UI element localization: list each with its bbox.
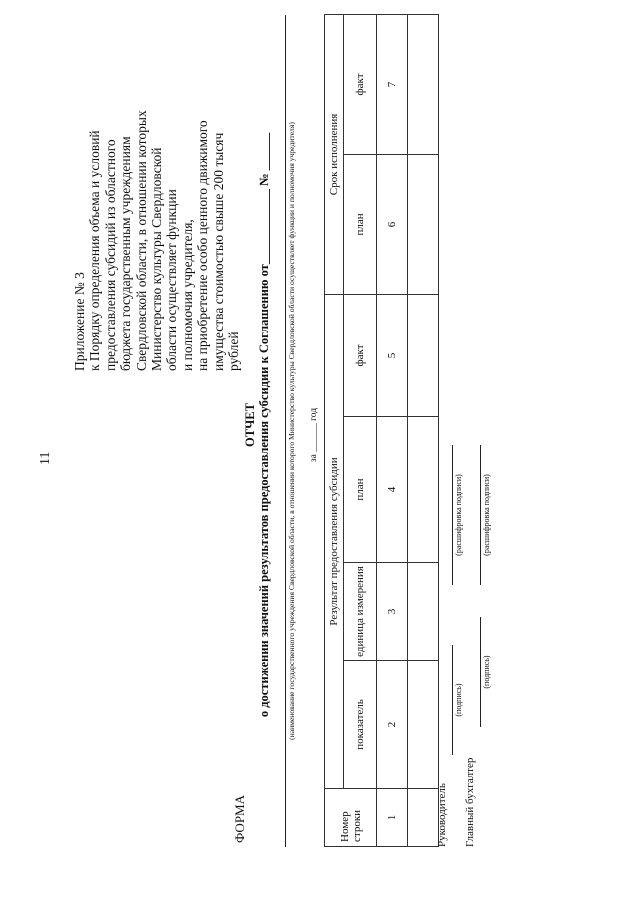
appendix-line: рублей: [226, 331, 242, 371]
table-row: [377, 14, 408, 846]
column-number-cell: 5: [377, 294, 408, 416]
header-unit: единица измерения: [344, 563, 377, 661]
appendix-line: и полномочия учредителя,: [179, 219, 195, 371]
director-decoding-line: [452, 445, 453, 585]
page-number: 11: [38, 451, 53, 465]
column-number-cell: 7: [377, 14, 408, 154]
appendix-line: к Порядку определения объема и условий: [87, 130, 103, 371]
table-cell: [408, 789, 439, 847]
appendix-line: области осуществляет функции: [164, 189, 180, 371]
appendix-heading: [72, 1, 241, 371]
column-number-cell: 3: [377, 563, 408, 661]
header-deadline-fact: факт: [344, 14, 377, 154]
report-title: ОТЧЕТ: [243, 403, 257, 447]
director-decoding-caption: (расшифровка подписи): [454, 474, 463, 556]
accountant-signature-line: [480, 617, 481, 727]
appendix-line: бюджета государственным учреждениям: [118, 136, 134, 371]
appendix-line: на приобретение особо ценного движимого: [195, 120, 211, 371]
appendix-line: предоставления субсидий из областного: [102, 139, 118, 371]
header-result-plan: план: [344, 417, 377, 563]
form-label: ФОРМА: [232, 795, 247, 843]
director-signature-line: [452, 645, 453, 755]
header-row-number: Номер строки: [325, 789, 377, 847]
report-table: [324, 14, 439, 847]
appendix-line: Министерство культуры Свердловской: [149, 147, 165, 371]
header-group-result: Результат предоставления субсидии: [325, 294, 344, 788]
table-cell: [408, 563, 439, 661]
table-row: [408, 14, 439, 846]
report-title-block: [243, 0, 271, 865]
appendix-line: Свердловской области, в отношении которых: [133, 110, 149, 371]
table-subheader-row: [344, 14, 377, 846]
table-cell: [408, 661, 439, 789]
appendix-line: имущества стоимостью свыше 200 тысяч: [210, 132, 226, 371]
chief-accountant-label: Главный бухгалтер: [464, 757, 476, 847]
accountant-decoding-line: [480, 445, 481, 585]
table-cell: [408, 417, 439, 563]
header-indicator: показатель: [344, 661, 377, 789]
header-deadline-plan: план: [344, 154, 377, 294]
director-label: Руководитель: [436, 783, 448, 847]
header-group-deadline: Срок исполнения: [325, 14, 344, 294]
director-signature-caption: (подпись): [454, 683, 463, 717]
column-number-cell: 2: [377, 661, 408, 789]
table-header-row: [325, 14, 344, 846]
table-cell: [408, 294, 439, 416]
table-cell: [408, 154, 439, 294]
org-name-caption: (наименование государственного учреждения Свердловской области, в отношении которого Министерство культуры Свердловской области осуществляет функции и полномочия учредителя): [287, 122, 296, 740]
report-subtitle: о достижении значений результатов предоставления субсидии к Соглашению от____________ № ______: [257, 132, 271, 718]
header-result-fact: факт: [344, 294, 377, 416]
column-number-cell: 6: [377, 154, 408, 294]
accountant-decoding-caption: (расшифровка подписи): [482, 474, 491, 556]
org-name-line: [285, 15, 286, 847]
appendix-line: Приложение № 3: [72, 272, 87, 371]
column-number-cell: 1: [377, 789, 408, 847]
column-number-cell: 4: [377, 417, 408, 563]
table-cell: [408, 14, 439, 154]
accountant-signature-caption: (подпись): [482, 655, 491, 689]
report-year-line: за ______ год: [309, 407, 319, 463]
